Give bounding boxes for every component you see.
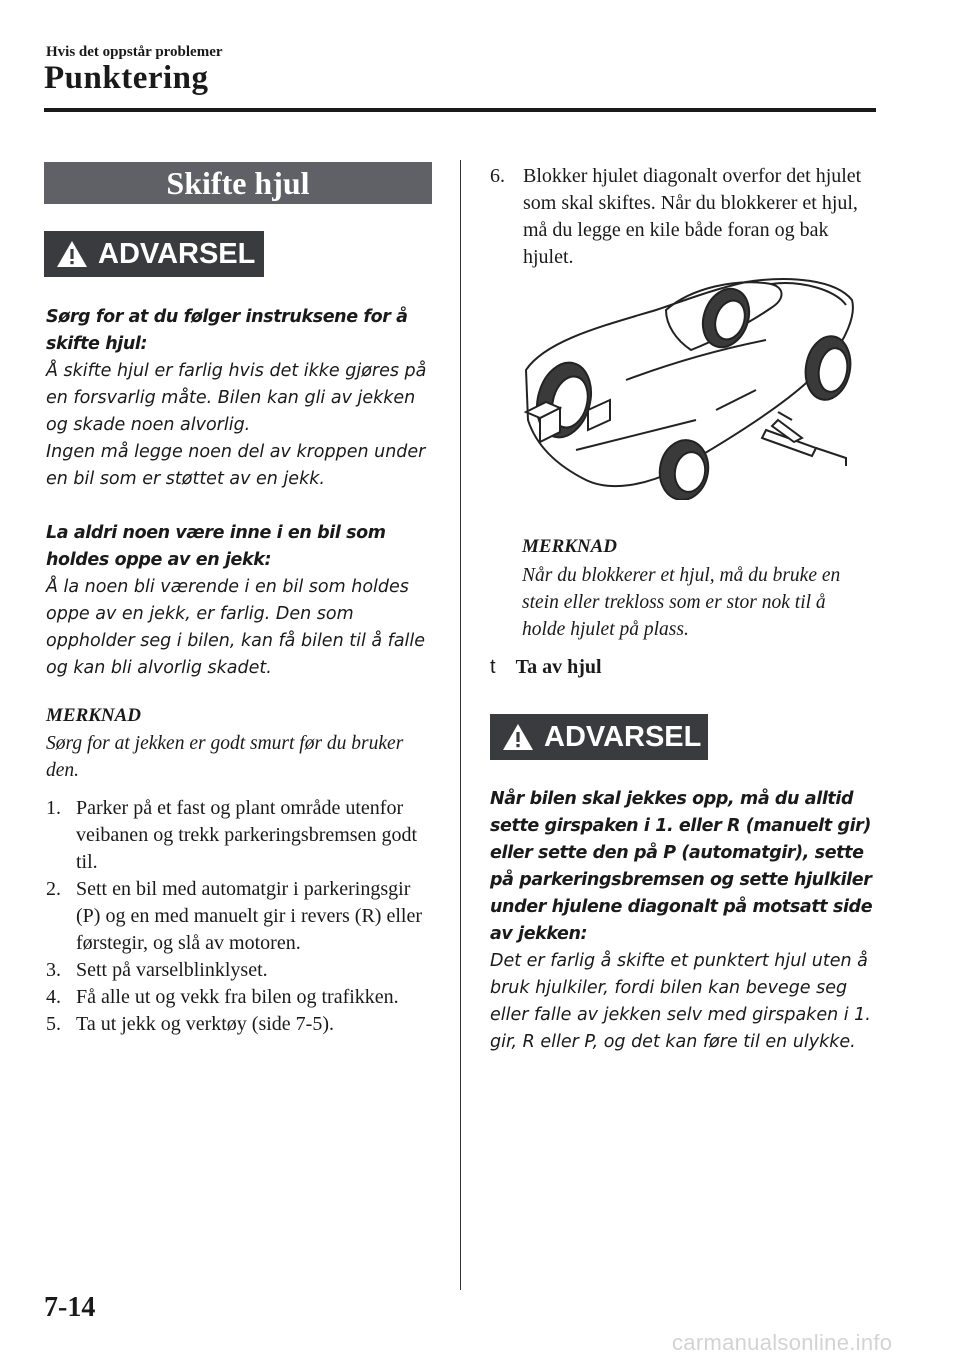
note-title: MERKNAD <box>46 705 142 726</box>
warning-badge-1 <box>44 231 264 277</box>
step-number: 2. <box>46 878 61 900</box>
page-number: 7-14 <box>44 1292 96 1323</box>
steps-list-right <box>490 163 870 271</box>
step-number: 5. <box>46 1013 61 1035</box>
list-item <box>46 876 436 957</box>
steps-list-left <box>46 795 436 1038</box>
list-item <box>46 984 436 1011</box>
step-text: Sett en bil med automatgir i parkeringsgir (P) og en med manuelt gir i revers (R) eller førstegir, og slå av motoren. <box>76 878 422 954</box>
step-text: Få alle ut og vekk fra bilen og trafikken. <box>76 986 399 1008</box>
warning-heading: La aldri noen være inne i en bil som holdes oppe av en jekk: <box>46 523 386 570</box>
note-text: Når du blokkerer et hjul, må du bruke en stein eller trekloss som er stor nok til å holde hjulet på plass. <box>522 565 841 640</box>
header-rule <box>44 108 876 112</box>
warning-body: Å skifte hjul er farlig hvis det ikke gjøres på en forsvarlig måte. Bilen kan gli av jekken og skade noen alvorlig. <box>46 361 427 435</box>
step-number: 3. <box>46 959 61 981</box>
step-number: 6. <box>490 165 505 187</box>
chapter-subtitle: Hvis det oppstår problemer <box>46 44 223 60</box>
warning-badge-label: ADVARSEL <box>98 238 256 270</box>
step-text: Ta ut jekk og verktøy (side 7-5). <box>76 1013 334 1035</box>
step-text: Parker på et fast og plant område utenfor veibanen og trekk parkeringsbremsen godt til. <box>76 797 418 873</box>
column-divider <box>460 160 461 1290</box>
warning-triangle-icon <box>56 239 88 269</box>
step-number: 4. <box>46 986 61 1008</box>
list-item <box>46 957 436 984</box>
warning-badge-label: ADVARSEL <box>544 721 702 753</box>
note-text: Sørg for at jekken er godt smurt før du bruker den. <box>46 733 404 781</box>
subsection-bullet: t <box>490 656 496 678</box>
warning-badge-2 <box>490 714 708 760</box>
warning-text-2 <box>490 786 882 1056</box>
warning-heading: Når bilen skal jekkes opp, må du alltid sette girspaken i 1. eller R (manuelt gir) eller sette den på P (automatgir), sette på parkeringsbremsen og sette hjulkiler under hjulene diagonalt på motsatt side av jekken: <box>490 789 873 944</box>
subsection-title: Ta av hjul <box>515 656 602 678</box>
list-item <box>490 163 870 271</box>
warning-body: Å la noen bli værende i en bil som holdes oppe av en jekk, er farlig. Den som oppholder seg i bilen, kan få bilen til å falle og kan bli alvorlig skadet. <box>46 577 426 678</box>
step-number: 1. <box>46 797 61 819</box>
warning-heading: Sørg for at du følger instruksene for å skifte hjul: <box>46 307 408 354</box>
list-item <box>46 1011 436 1038</box>
warning-body: Ingen må legge noen del av kroppen under en bil som er støttet av en jekk. <box>46 442 426 489</box>
page-title: Punktering <box>44 60 209 96</box>
warning-body: Det er farlig å skifte et punktert hjul uten å bruk hjulkiler, fordi bilen kan bevege seg eller falle av jekken selv med girspaken i 1. gir, R eller P, og det kan føre til en ulykke. <box>490 951 871 1052</box>
list-item <box>46 795 436 876</box>
subsection-heading <box>490 656 602 679</box>
warning-text-1 <box>46 304 438 682</box>
step-text: Sett på varselblinklyset. <box>76 959 268 981</box>
note-title: MERKNAD <box>522 536 618 557</box>
car-wheel-chock-illustration <box>516 270 856 500</box>
warning-triangle-icon <box>502 722 534 752</box>
section-title-bar: Skifte hjul <box>44 162 432 204</box>
jack <box>762 412 846 466</box>
watermark: carmanualsonline.info <box>672 1330 893 1355</box>
step-text: Blokker hjulet diagonalt overfor det hjulet som skal skiftes. Når du blokkerer et hjul, må du legge en kile både foran og bak hjulet. <box>523 165 862 268</box>
